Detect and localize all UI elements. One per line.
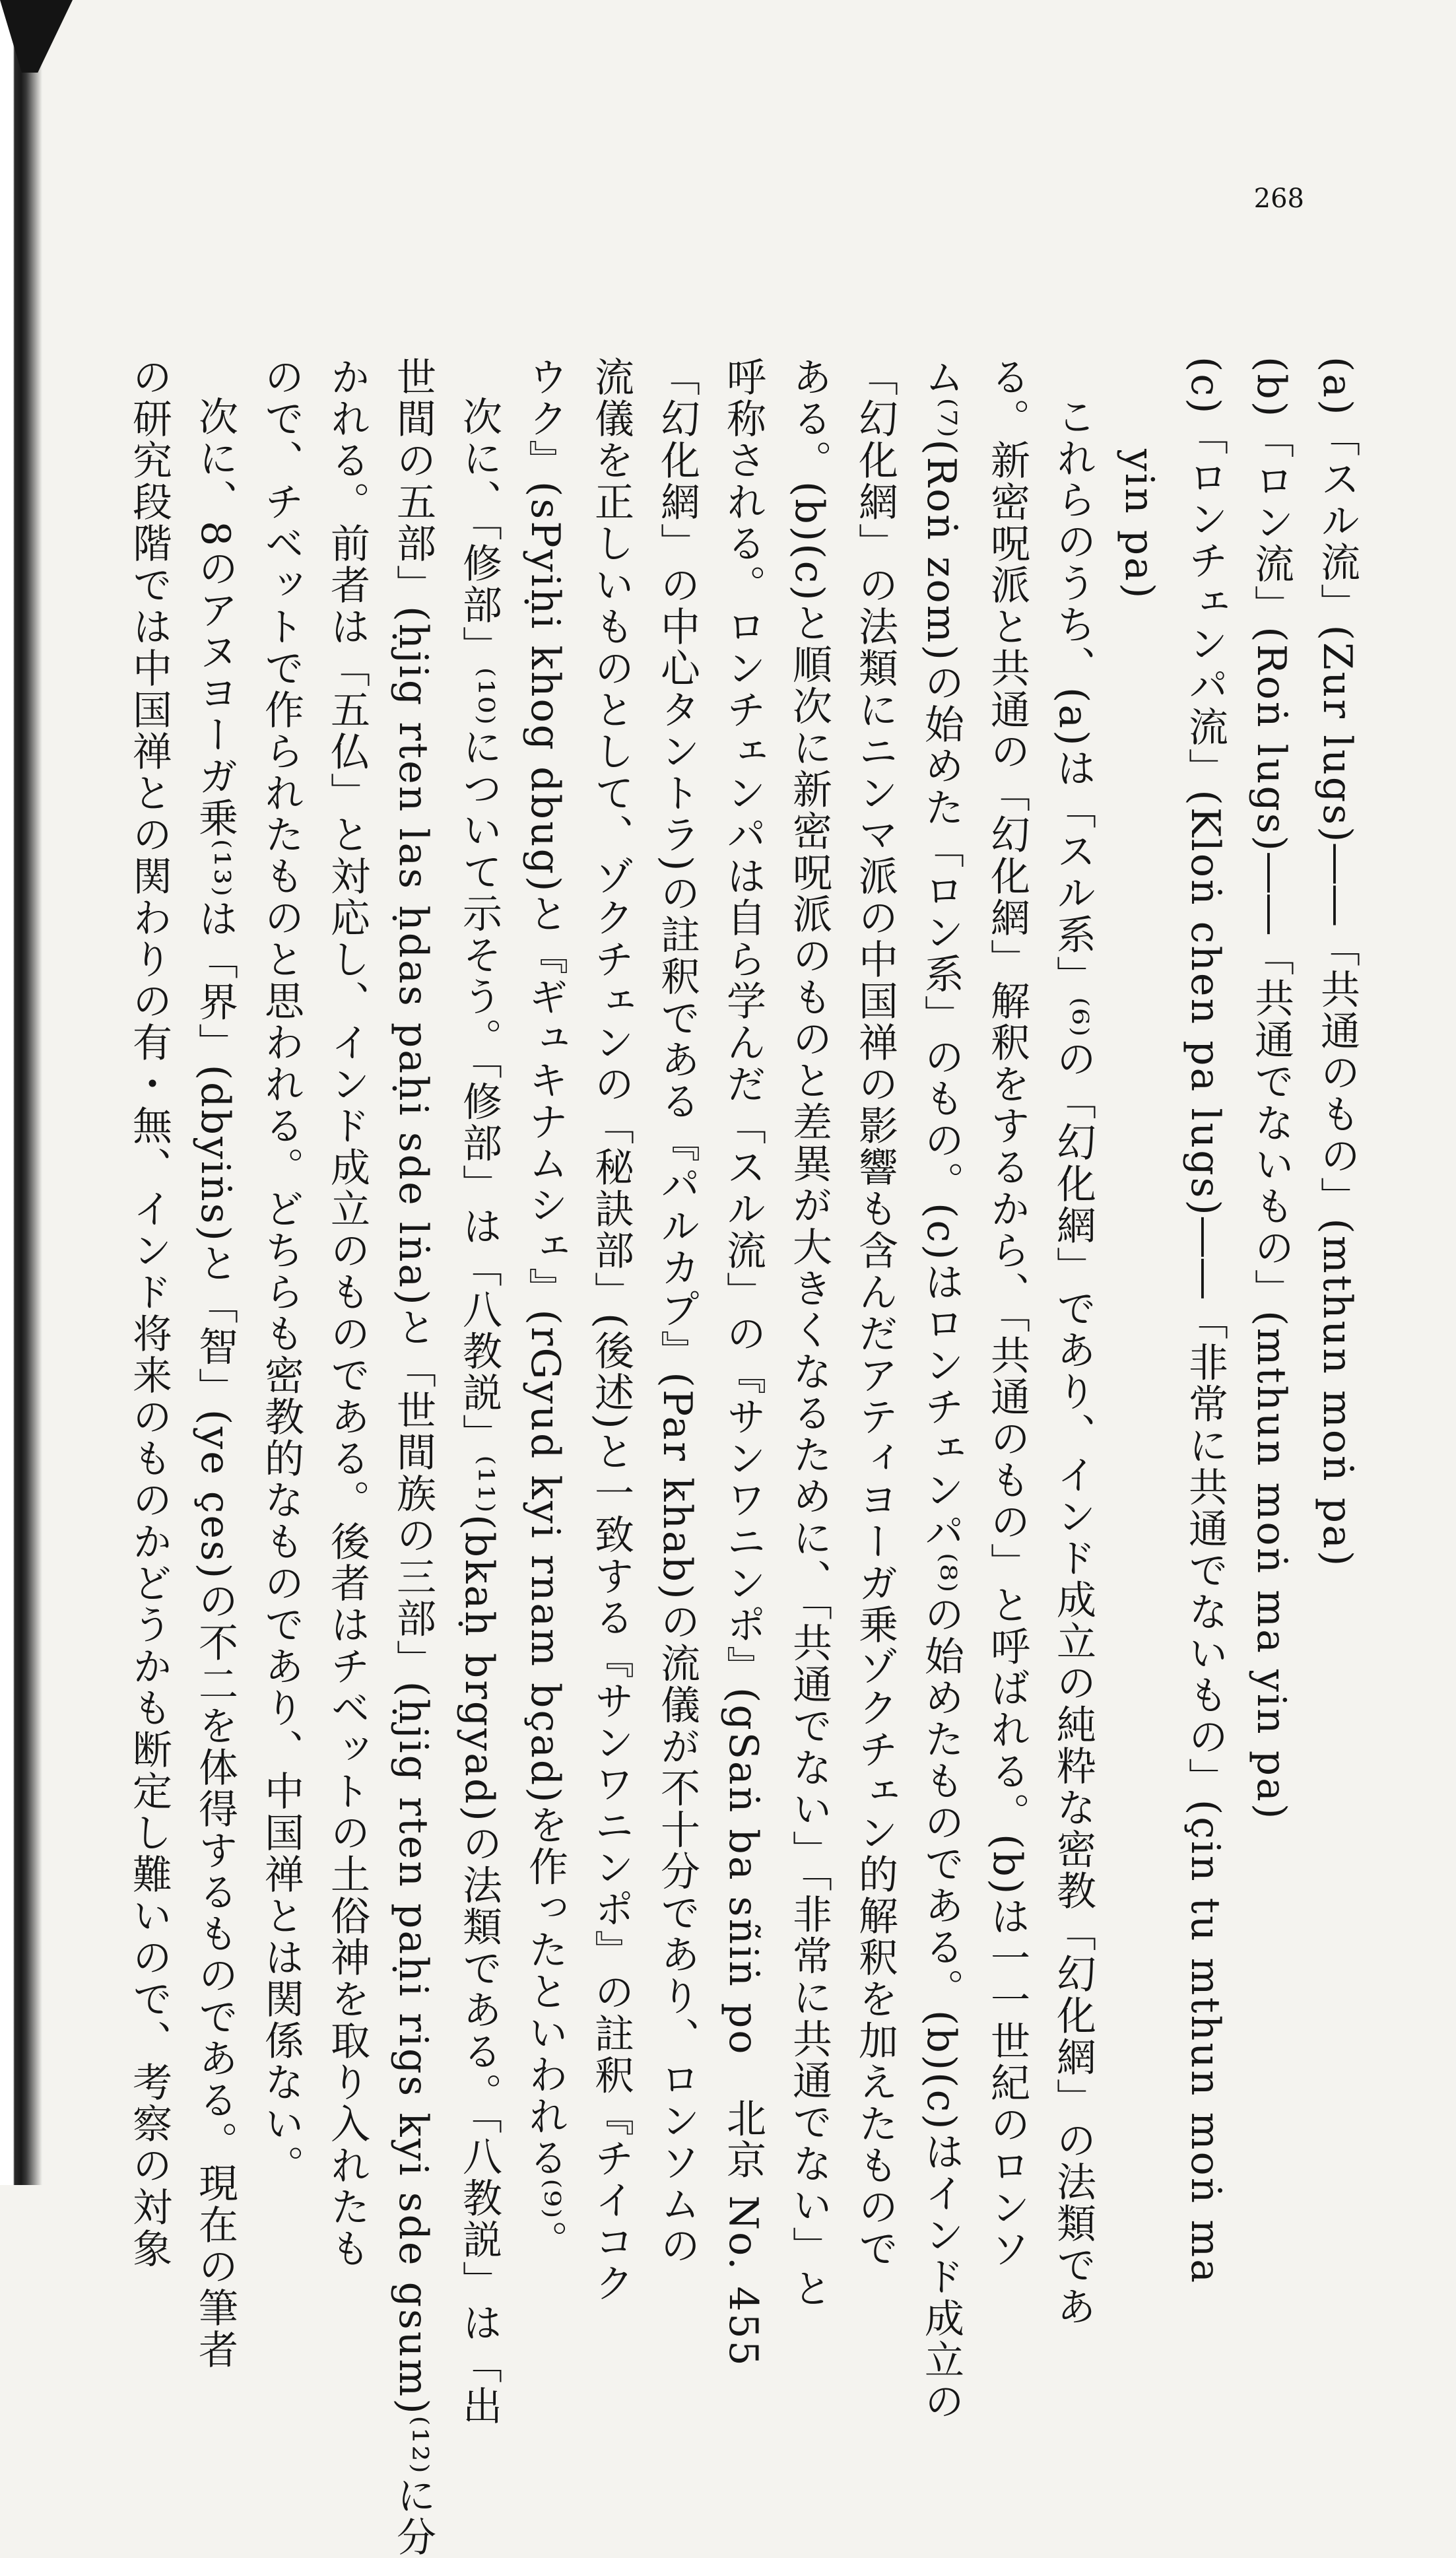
- page-number: 268: [1253, 184, 1304, 214]
- text-line: ので、チベットで作られたものと思われる。どちらも密教的なものであり、中国禅とは関係ない。: [258, 356, 304, 2186]
- list-item-b: (b)「ロン流」(Roṅ lugs)――「共通でないもの」(mthun moṅ ma yin pa): [1248, 356, 1294, 1821]
- text-line: 次に、8のアヌヨーガ乗⁽¹³⁾は「界」(dbyiṅs)と「智」(ye çes)の不二を体得するものである。現在の筆者: [192, 396, 238, 2371]
- text-line: 世間の五部」(ḥjig rten las ḥdas paḥi sde lṅa)と「世間族の三部」(ḥjig rten paḥi rigs kyi sde gsum)⁽¹²⁾に分: [390, 356, 436, 2558]
- text-line: 次に、「修部」⁽¹⁰⁾について示そう。「修部」は「八教説」⁽¹¹⁾(bkaḥ brgyad)の法類である。「八教説」は「出: [456, 396, 502, 2427]
- text-line: 「幻化網」の中心タントラ)の註釈である『パルカプ』(Par khab)の流儀が不十分であり、ロンソムの: [654, 356, 700, 2267]
- list-item-c-continuation: yin pa): [1116, 449, 1162, 601]
- list-item-a: (a)「スル流」(Zur lugs)――「共通のもの」(mthun moṅ pa): [1314, 356, 1360, 1568]
- text-line: ある。(b)(c)と順次に新密呪派のものと差異が大きくなるために、「共通でない」「非常に共通でない」と: [786, 356, 832, 2310]
- text-line: かれる。前者は「五仏」と対応し、インド成立のものである。後者はチベットの土俗神を取り入れたも: [324, 356, 370, 2270]
- text-line: の研究段階では中国禅との関わりの有・無、インド将来のものかどうかも断定し難いので、考察の対象: [126, 356, 172, 2270]
- body-text: [83, 356, 1370, 2558]
- text-line: これらのうち、(a)は「スル系」⁽⁶⁾の「幻化網」であり、インド成立の純粋な密教「幻化網」の法類であ: [1050, 396, 1096, 2328]
- list-item-c: (c)「ロンチェンパ流」(Kloṅ chen pa lugs)――「非常に共通でないもの」(çin tu mthun moṅ ma: [1182, 356, 1228, 2285]
- text-line: る。新密呪派と共通の「幻化網」解釈をするから、「共通のもの」と呼ばれる。(b)は一一世紀のロンソ: [984, 356, 1030, 2271]
- text-line: 流儀を正しいものとして、ゾクチェンの「秘訣部」(後述)と一致する『サンワニンポ』の註釈『チイコク: [588, 356, 634, 2305]
- text-line: 呼称される。ロンチェンパは自ら学んだ「スル流」の『サンワニンポ』(gSaṅ ba sñiṅ po 北京 No. 455: [720, 356, 766, 2368]
- text-line: ウク』(sPyiḥi khog dbug)と『ギュキナムシェ』(rGyud kyi rnam bçad)を作ったといわれる⁽⁹⁾。: [522, 356, 568, 2262]
- text-line: 「幻化網」の法類にニンマ派の中国禅の影響も含んだアティヨーガ乗ゾクチェン的解釈を加えたもので: [852, 356, 898, 2270]
- text-line: ム⁽⁷⁾(Roṅ zom)の始めた「ロン系」のもの。(c)はロンチェンパ⁽⁸⁾の始めたものである。(b)(c)はインド成立の: [918, 356, 964, 2423]
- page-gutter-shadow: [0, 0, 73, 2185]
